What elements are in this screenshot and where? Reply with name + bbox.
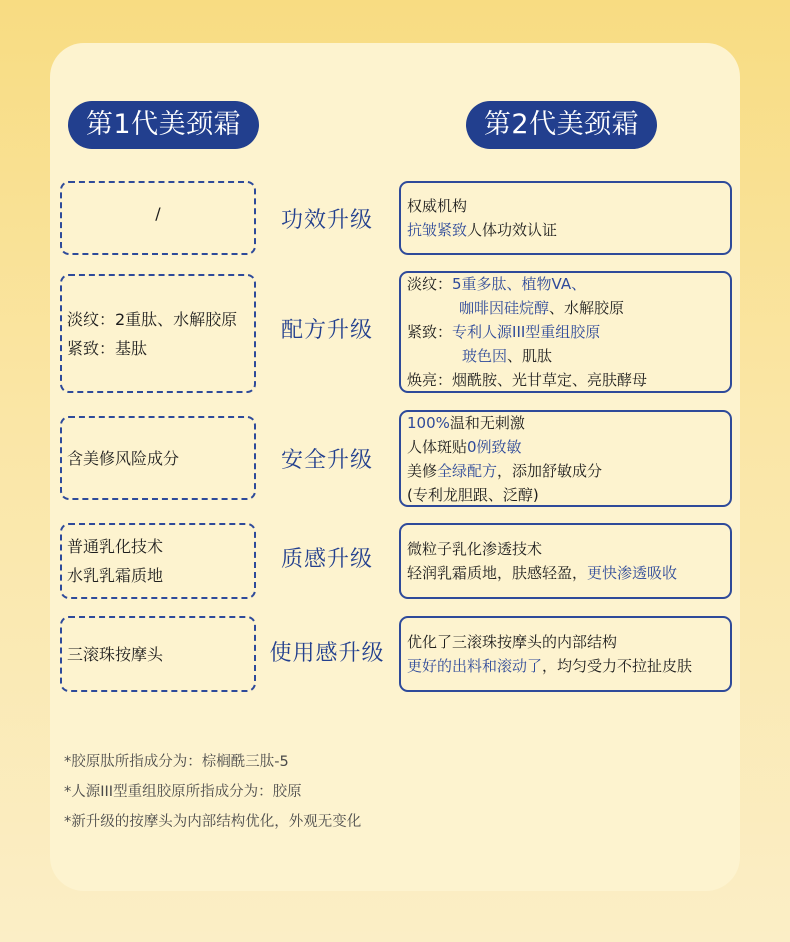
gen1-texture-box	[60, 523, 256, 599]
gen2-texture-line-1: 微粒子乳化渗透技术	[407, 540, 543, 558]
gen1-formula-line-1: 淡纹：2重肽、水解胶原	[67, 309, 238, 329]
gen2-usage-line-2: 更好的出料和滚动了，均匀受力不拉扯皮肤	[407, 657, 693, 675]
safety-upgrade-label: 安全升级	[280, 448, 373, 473]
gen1-efficacy-text: /	[155, 203, 161, 223]
usage-upgrade-label: 使用感升级	[269, 641, 385, 666]
gen1-usage-box	[60, 616, 256, 692]
gen2-formula-line-1: 淡纹：5重多肽、植物VA、	[407, 275, 587, 293]
gen2-safety-box	[399, 410, 732, 507]
gen2-efficacy-line-2: 抗皱紧致人体功效认证	[407, 221, 558, 239]
gen1-header: 第1代美颈霜	[68, 101, 259, 149]
gen1-safety-box	[60, 416, 256, 500]
gen2-formula-box	[399, 271, 732, 393]
gen1-efficacy-box	[60, 181, 256, 255]
gen1-safety-text: 含美修风险成分	[67, 448, 180, 468]
gen1-texture-line-1: 普通乳化技术	[67, 537, 164, 556]
gen2-safety-line-1: 100%温和无刺激	[407, 413, 525, 432]
gen2-header: 第2代美颈霜	[466, 101, 657, 149]
gen2-safety-line-4: (专利龙胆跟、泛醇)	[407, 485, 539, 504]
formula-upgrade-label: 配方升级	[280, 318, 373, 343]
gen2-safety-line-3: 美修全绿配方，添加舒敏成分	[407, 461, 603, 480]
efficacy-upgrade-label: 功效升级	[280, 208, 373, 233]
gen1-texture-line-2: 水乳乳霜质地	[67, 566, 164, 585]
gen2-usage-box	[399, 616, 732, 692]
gen1-formula-line-2: 紧致：基肽	[67, 338, 148, 358]
gen2-formula-line-3: 紧致：专利人源III型重组胶原	[407, 323, 601, 341]
gen2-usage-line-1: 优化了三滚珠按摩头的内部结构	[407, 633, 618, 651]
footnote-recombinant-collagen: *人源III型重组胶原所指成分为：胶原	[64, 784, 302, 800]
gen1-formula-box	[60, 274, 256, 393]
gen2-efficacy-box	[399, 181, 732, 255]
gen2-texture-line-2: 轻润乳霜质地，肤感轻盈，更快渗透吸收	[407, 564, 678, 582]
texture-upgrade-label: 质感升级	[280, 547, 373, 572]
gen2-formula-line-4: 玻色因、肌肽	[462, 347, 553, 365]
gen2-formula-line-5: 焕亮：烟酰胺、光甘草定、亮肤酵母	[407, 371, 648, 389]
gen1-usage-text: 三滚珠按摩头	[67, 644, 164, 664]
gen2-formula-line-2: 咖啡因硅烷醇、水解胶原	[459, 299, 625, 317]
footnote-massage-head: *新升级的按摩头为内部结构优化，外观无变化	[64, 814, 362, 830]
gen2-safety-line-2: 人体斑贴0例致敏	[407, 437, 522, 456]
footnote-collagen-peptide: *胶原肽所指成分为：棕榈酰三肽-5	[64, 754, 289, 770]
gen2-texture-box	[399, 523, 732, 599]
gen2-efficacy-line-1: 权威机构	[407, 197, 468, 215]
